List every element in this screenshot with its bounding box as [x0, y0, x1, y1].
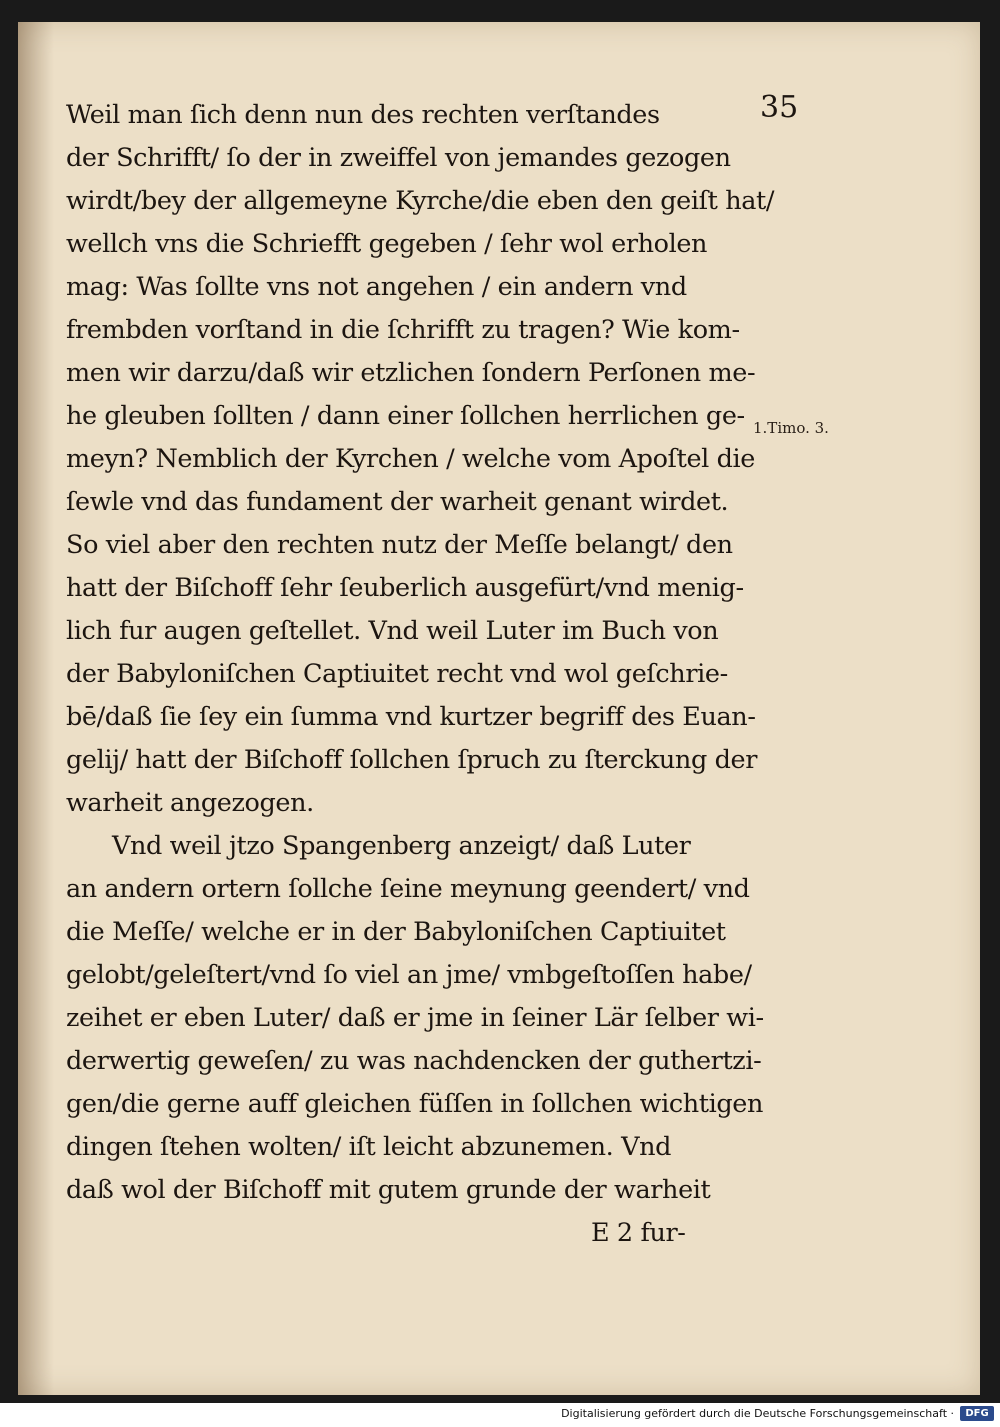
text-line: derwertig geweſen/ zu was nachdencken der guthertzi-	[66, 1046, 762, 1076]
text-line: zeihet er eben Luter/ daß er jme in ſeiner Lär ſelber wi-	[66, 1003, 764, 1033]
text-line: men wir darzu/daß wir etzlichen ſondern Perſonen me-	[66, 358, 756, 388]
text-line: he gleuben ſollten / dann einer ſollchen herrlichen ge-	[66, 401, 745, 431]
text-line: ſewle vnd das fundament der warheit genant wirdet.	[66, 487, 729, 517]
text-line: gen/die gerne auff gleichen füſſen in ſollchen wichtigen	[66, 1089, 763, 1119]
text-line: So viel aber den rechten nutz der Meſſe belangt/ den	[66, 530, 733, 560]
text-line: warheit angezogen.	[66, 788, 314, 818]
text-line: Weil man ſich denn nun des rechten verſtandes	[66, 100, 660, 130]
text-line: frembden vorſtand in die ſchrifft zu tragen? Wie kom-	[66, 315, 740, 345]
text-line: der Schrifft/ ſo der in zweiffel von jemandes gezogen	[66, 143, 731, 173]
text-line: die Meſſe/ welche er in der Babyloniſchen Captiuitet	[66, 917, 726, 947]
text-line: gelij/ hatt der Biſchoff ſollchen ſpruch zu ſterckung der	[66, 745, 757, 775]
text-line: an andern ortern ſollche ſeine meynung geendert/ vnd	[66, 874, 750, 904]
text-line: lich fur augen geſtellet. Vnd weil Luter im Buch von	[66, 616, 719, 646]
text-line: meyn? Nemblich der Kyrchen / welche vom Apoſtel die	[66, 444, 755, 474]
dfg-logo: DFG	[960, 1406, 994, 1421]
text-line: wellch vns die Schriefft gegeben / ſehr wol erholen	[66, 229, 708, 259]
text-line: daß wol der Biſchoff mit gutem grunde der warheit	[66, 1175, 711, 1205]
text-line: der Babyloniſchen Captiuitet recht vnd wol geſchrie-	[66, 659, 728, 689]
marginal-note: 1.Timo. 3.	[753, 419, 829, 437]
footer-credit: Digitalisierung gefördert durch die Deutsche Forschungsgemeinschaft ·	[561, 1407, 954, 1420]
book-page	[18, 22, 980, 1395]
text-line: mag: Was ſollte vns not angehen / ein andern vnd	[66, 272, 687, 302]
text-block	[66, 94, 775, 1255]
text-line: dingen ſtehen wolten/ iſt leicht abzunemen. Vnd	[66, 1132, 672, 1162]
catchword-line: E 2 fur-	[591, 1218, 686, 1248]
text-line: bē/daß ſie ſey ein ſumma vnd kurtzer begriff des Euan-	[66, 702, 756, 732]
text-line: wirdt/bey der allgemeyne Kyrche/die eben den geiſt hat/	[66, 186, 775, 216]
text-line: gelobt/geleſtert/vnd ſo viel an jme/ vmbgeſtoſſen habe/	[66, 960, 752, 990]
text-line: hatt der Biſchoff ſehr ſeuberlich ausgefürt/vnd menig-	[66, 573, 744, 603]
text-line: Vnd weil jtzo Spangenberg anzeigt/ daß Luter	[112, 831, 691, 861]
page-number: 35	[760, 90, 799, 125]
